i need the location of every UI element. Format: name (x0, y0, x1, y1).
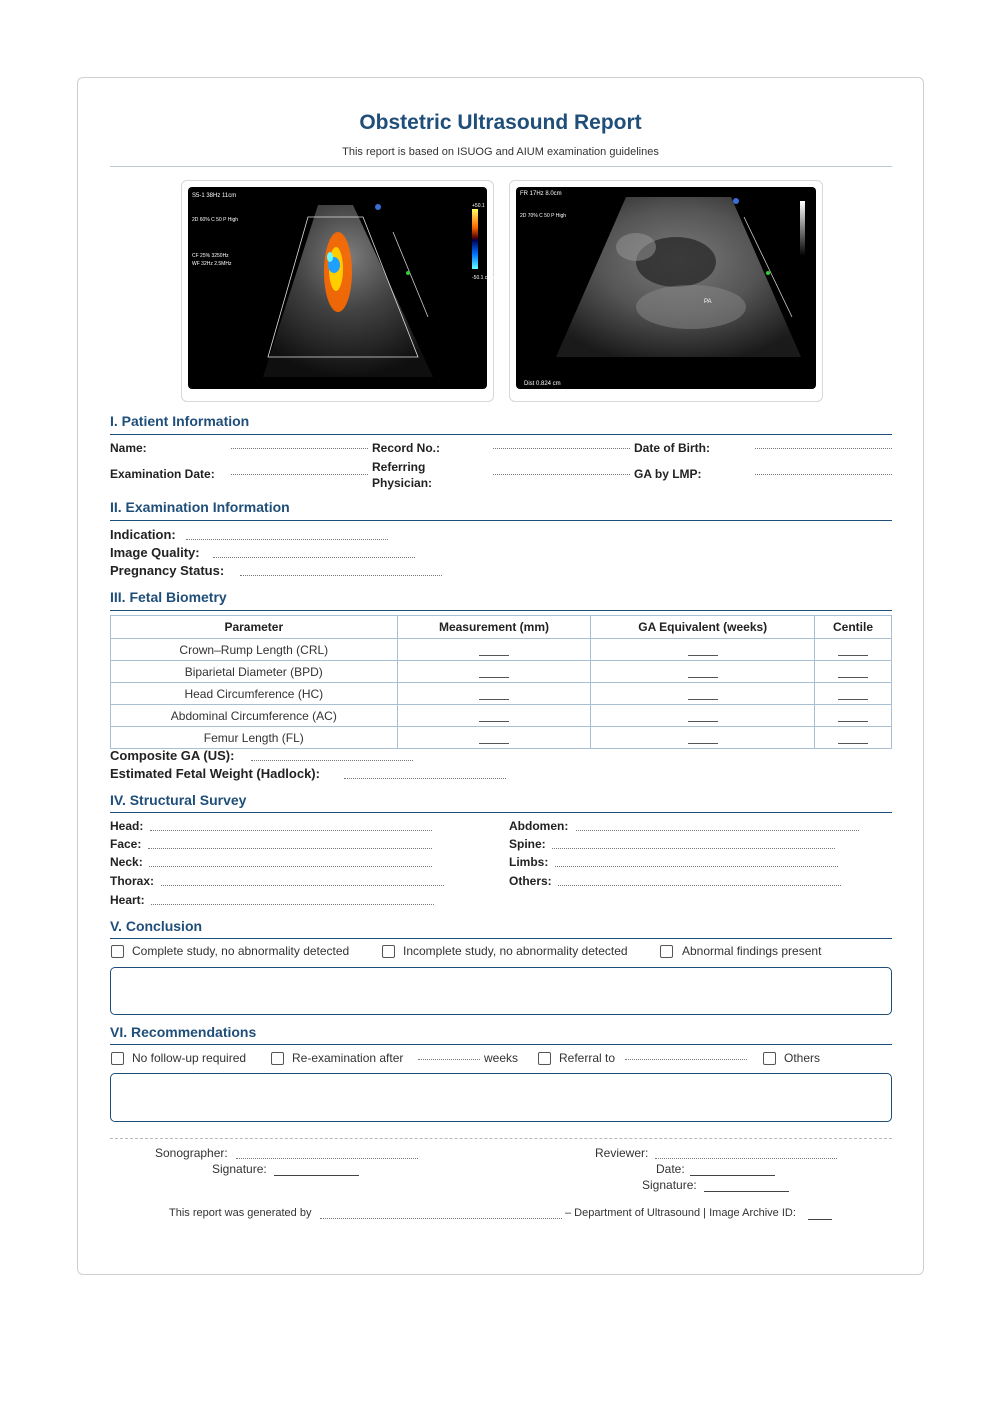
referral-to-field[interactable] (625, 1059, 747, 1060)
efw-field[interactable] (344, 778, 506, 779)
composite-ga-field[interactable] (251, 760, 413, 761)
dob-label: Date of Birth: (634, 441, 710, 455)
indication-label: Indication: (110, 527, 176, 542)
ga-cell[interactable] (591, 727, 815, 749)
footer-generator-field[interactable] (320, 1218, 562, 1219)
review-date-label: Date: (656, 1162, 685, 1176)
table-row (111, 639, 892, 661)
others-checkbox[interactable] (763, 1052, 776, 1065)
table-row (111, 661, 892, 683)
param-bpd: Biparietal Diameter (BPD) (111, 661, 398, 683)
referring-label-line1: Referring (372, 460, 426, 474)
grayscale-ultrasound-image (509, 180, 823, 402)
referring-label-line2: Physician: (372, 476, 433, 490)
ga-cell[interactable] (591, 683, 815, 705)
svg-text:WF 32Hz 2.5MHz: WF 32Hz 2.5MHz (192, 261, 232, 267)
dob-field[interactable] (755, 448, 892, 449)
report-card (77, 77, 924, 1275)
name-label: Name: (110, 441, 147, 455)
pa-label: PA (704, 299, 712, 305)
archive-id-field[interactable] (808, 1219, 832, 1220)
param-crl: Crown–Rump Length (CRL) (111, 639, 398, 661)
exam-date-field[interactable] (231, 474, 368, 475)
reviewer-label: Reviewer: (595, 1146, 649, 1160)
survey-thorax-field[interactable] (161, 885, 444, 886)
section-rule (110, 1044, 892, 1045)
param-ac: Abdominal Circumference (AC) (111, 705, 398, 727)
abnormal-findings-checkbox[interactable] (660, 945, 673, 958)
grayscale-overlay-top: FR 17Hz 8.0cm (520, 191, 562, 197)
measurement-cell[interactable] (397, 683, 591, 705)
survey-heart-field[interactable] (151, 904, 434, 905)
reviewer-signature-label: Signature: (642, 1178, 697, 1192)
ga-cell[interactable] (591, 661, 815, 683)
section-rule (110, 812, 892, 813)
color-scale-top: +50.1 (472, 203, 485, 209)
biometry-table (110, 615, 892, 749)
section-recommendations-title: VI. Recommendations (110, 1024, 257, 1040)
section-rule (110, 520, 892, 521)
grayscale-overlay-2d: 2D 70% C 50 P High (520, 213, 567, 219)
sonographer-signature-label: Signature: (212, 1162, 267, 1176)
image-quality-field[interactable] (213, 557, 415, 558)
table-header-row (111, 616, 892, 639)
section-conclusion-title: V. Conclusion (110, 918, 203, 934)
col-header-measurement: Measurement (mm) (397, 616, 591, 639)
centile-cell[interactable] (815, 661, 892, 683)
abnormal-findings-label: Abnormal findings present (682, 944, 822, 958)
centile-cell[interactable] (815, 639, 892, 661)
measurement-cell[interactable] (397, 661, 591, 683)
sonographer-signature-field[interactable] (274, 1175, 359, 1176)
survey-neck-label: Neck: (110, 855, 143, 869)
footer-suffix: – Department of Ultrasound | Image Archive ID: (565, 1207, 796, 1219)
section-patient-title: I. Patient Information (110, 413, 250, 429)
recommendations-textarea[interactable] (110, 1073, 892, 1122)
survey-heart-label: Heart: (110, 893, 145, 907)
table-row (111, 683, 892, 705)
param-fl: Femur Length (FL) (111, 727, 398, 749)
centile-cell[interactable] (815, 683, 892, 705)
name-field[interactable] (231, 448, 368, 449)
weeks-label: weeks (484, 1051, 519, 1065)
section-biometry-title: III. Fetal Biometry (110, 589, 227, 605)
col-header-ga-equivalent: GA Equivalent (weeks) (591, 616, 815, 639)
measurement-cell[interactable] (397, 727, 591, 749)
doppler-overlay-2d: 2D 60% C 50 P High (192, 217, 239, 223)
reexam-checkbox[interactable] (271, 1052, 284, 1065)
section-rule (110, 434, 892, 435)
ga-cell[interactable] (591, 705, 815, 727)
section-survey-title: IV. Structural Survey (110, 792, 247, 808)
section-exam-title: II. Examination Information (110, 499, 290, 515)
record-no-label: Record No.: (372, 441, 441, 455)
reviewer-signature-field[interactable] (704, 1191, 789, 1192)
footer-prefix: This report was generated by (169, 1207, 312, 1219)
survey-others-label: Others: (509, 874, 552, 888)
col-header-parameter: Parameter (111, 616, 398, 639)
section-rule (110, 938, 892, 939)
survey-limbs-label: Limbs: (509, 855, 549, 869)
survey-abdomen-field[interactable] (576, 830, 859, 831)
survey-head-field[interactable] (150, 830, 432, 831)
record-no-field[interactable] (493, 448, 630, 449)
doppler-ultrasound-image (181, 180, 494, 402)
centile-cell[interactable] (815, 727, 892, 749)
referral-label: Referral to (559, 1051, 616, 1065)
measurement-cell[interactable] (397, 705, 591, 727)
color-scale-bottom: -50.1 cm/s (472, 275, 496, 281)
sonographer-field[interactable] (236, 1158, 418, 1159)
survey-abdomen-label: Abdomen: (509, 819, 569, 833)
reexam-weeks-field[interactable] (418, 1059, 480, 1060)
col-header-centile: Centile (815, 616, 892, 639)
no-followup-checkbox[interactable] (111, 1052, 124, 1065)
report-subtitle: This report is based on ISUOG and AIUM examination guidelines (342, 146, 659, 158)
referring-physician-field[interactable] (493, 474, 630, 475)
signature-divider (110, 1138, 892, 1139)
measurement-cell[interactable] (397, 639, 591, 661)
survey-limbs-field[interactable] (555, 866, 838, 867)
complete-study-checkbox[interactable] (111, 945, 124, 958)
survey-thorax-label: Thorax: (110, 874, 155, 888)
pregnancy-status-field[interactable] (240, 575, 442, 576)
efw-label: Estimated Fetal Weight (Hadlock): (110, 766, 320, 781)
composite-ga-label: Composite GA (US): (110, 748, 235, 763)
review-date-field[interactable] (690, 1175, 775, 1176)
reviewer-field[interactable] (655, 1158, 837, 1159)
survey-others-field[interactable] (558, 885, 841, 886)
doppler-overlay-cf: CF 25% 3250Hz (192, 253, 229, 259)
complete-study-label: Complete study, no abnormality detected (132, 944, 350, 958)
ga-lmp-label: GA by LMP: (634, 467, 702, 481)
ga-lmp-field[interactable] (755, 474, 892, 475)
doppler-overlay-top: S5-1 38Hz 11cm (192, 193, 237, 199)
pregnancy-status-label: Pregnancy Status: (110, 563, 225, 578)
survey-neck-field[interactable] (149, 866, 432, 867)
sonographer-label: Sonographer: (155, 1146, 228, 1160)
distance-readout: Dist 0.824 cm (524, 381, 561, 387)
header-divider (110, 166, 892, 167)
others-label: Others (784, 1051, 821, 1065)
exam-date-label: Examination Date: (110, 467, 215, 481)
doppler-scan-graphic (188, 187, 496, 391)
reexam-label: Re-examination after (292, 1051, 404, 1065)
referring-physician-label (372, 459, 432, 491)
conclusion-textarea[interactable] (110, 967, 892, 1015)
survey-spine-label: Spine: (509, 837, 546, 851)
survey-spine-field[interactable] (552, 848, 835, 849)
table-row (111, 705, 892, 727)
ga-cell[interactable] (591, 639, 815, 661)
report-title: Obstetric Ultrasound Report (359, 111, 642, 134)
survey-face-field[interactable] (148, 848, 432, 849)
no-followup-label: No follow-up required (132, 1051, 247, 1065)
image-quality-label: Image Quality: (110, 545, 200, 560)
section-rule (110, 610, 892, 611)
grayscale-scan-graphic (516, 187, 816, 391)
centile-cell[interactable] (815, 705, 892, 727)
incomplete-study-checkbox[interactable] (382, 945, 395, 958)
survey-face-label: Face: (110, 837, 142, 851)
survey-head-label: Head: (110, 819, 144, 833)
indication-field[interactable] (186, 539, 388, 540)
table-row (111, 727, 892, 749)
incomplete-study-label: Incomplete study, no abnormality detected (403, 944, 628, 958)
referral-checkbox[interactable] (538, 1052, 551, 1065)
param-hc: Head Circumference (HC) (111, 683, 398, 705)
